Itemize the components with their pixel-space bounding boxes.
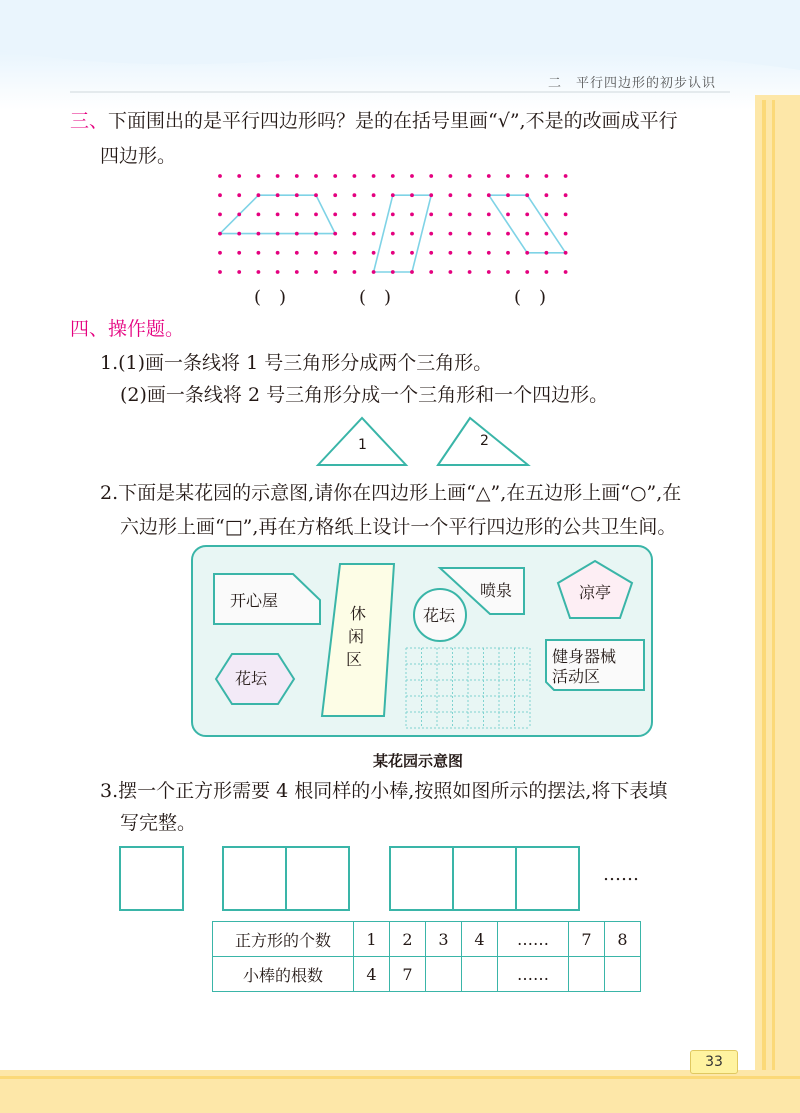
triangle-2-label: 2 bbox=[480, 433, 489, 449]
grid-dot bbox=[333, 213, 337, 217]
grid-dot bbox=[353, 213, 357, 217]
grid-dot bbox=[276, 270, 280, 274]
grid-dot bbox=[545, 232, 549, 236]
grid-dot bbox=[218, 213, 222, 217]
grid-dot bbox=[525, 213, 529, 217]
triangles bbox=[310, 412, 540, 472]
grid-dot bbox=[564, 213, 568, 217]
grid-dot bbox=[257, 270, 261, 274]
q4-title-line bbox=[70, 312, 184, 346]
grid-dot bbox=[429, 174, 433, 178]
grid-dot bbox=[564, 251, 568, 255]
grid-dot bbox=[468, 251, 472, 255]
grid-dot bbox=[372, 232, 376, 236]
table-answer-cell[interactable] bbox=[462, 957, 498, 992]
grid-dot bbox=[333, 193, 337, 197]
q4-2-line2: 六边形上画“□”,再在方格纸上设计一个平行四边形的公共卫生间。 bbox=[120, 516, 677, 538]
grid-dot bbox=[257, 193, 261, 197]
q4-1-line2: (2)画一条线将 2 号三角形分成一个三角形和一个四边形。 bbox=[120, 384, 609, 406]
grid-dot bbox=[410, 232, 414, 236]
grid-dot bbox=[525, 193, 529, 197]
grid-dot bbox=[468, 193, 472, 197]
sequence-ellipsis: …… bbox=[603, 864, 639, 885]
grid-dot bbox=[506, 174, 510, 178]
grid-dot bbox=[372, 270, 376, 274]
table-answer-cell[interactable] bbox=[605, 957, 641, 992]
grid-dot bbox=[391, 213, 395, 217]
answer-bracket-1[interactable]: ( ) bbox=[254, 287, 287, 308]
grid-dot bbox=[429, 270, 433, 274]
grid-dot bbox=[314, 213, 318, 217]
grid-dot bbox=[410, 213, 414, 217]
xiuxianqu-label-1: 休 bbox=[350, 604, 367, 623]
quadrilateral-2 bbox=[374, 195, 432, 272]
stick-square-figure-3 bbox=[390, 847, 579, 910]
grid-dot bbox=[314, 193, 318, 197]
grid-dot bbox=[487, 213, 491, 217]
liangting-label: 凉亭 bbox=[579, 583, 612, 602]
grid-dot bbox=[391, 232, 395, 236]
grid-dot bbox=[449, 174, 453, 178]
grid-dot bbox=[410, 270, 414, 274]
answer-bracket-3[interactable]: ( ) bbox=[514, 287, 547, 308]
grid-dot bbox=[449, 232, 453, 236]
grid-dot bbox=[525, 270, 529, 274]
grid-dot bbox=[295, 251, 299, 255]
grid-dot bbox=[564, 174, 568, 178]
grid-dot bbox=[257, 232, 261, 236]
grid-dot bbox=[410, 174, 414, 178]
grid-dot bbox=[276, 213, 280, 217]
grid-dot bbox=[276, 232, 280, 236]
grid-dot bbox=[295, 270, 299, 274]
q3-marker: 三、 bbox=[70, 110, 109, 132]
grid-dot bbox=[391, 174, 395, 178]
grid-dot bbox=[372, 193, 376, 197]
table-row-header: 小棒的根数 bbox=[213, 957, 354, 992]
grid-dot bbox=[545, 251, 549, 255]
table-answer-cell[interactable] bbox=[426, 957, 462, 992]
jianshen-label-2: 活动区 bbox=[552, 667, 601, 686]
grid-dot bbox=[295, 213, 299, 217]
table-row bbox=[213, 957, 641, 992]
grid-dot bbox=[410, 193, 414, 197]
grid-dot bbox=[218, 270, 222, 274]
grid-dot bbox=[333, 251, 337, 255]
q4-3-line2: 写完整。 bbox=[120, 812, 197, 834]
grid-dot bbox=[449, 193, 453, 197]
grid-dot bbox=[468, 213, 472, 217]
grid-dot bbox=[564, 270, 568, 274]
table-row bbox=[213, 922, 641, 957]
grid-dot bbox=[333, 270, 337, 274]
q4-2-line1: 2.下面是某花园的示意图,请你在四边形上画“△”,在五边形上画“○”,在 bbox=[100, 482, 682, 504]
grid-dot bbox=[333, 174, 337, 178]
garden-diagram bbox=[190, 544, 656, 740]
grid-dot bbox=[391, 251, 395, 255]
q4-3-line1: 3.摆一个正方形需要 4 根同样的小棒,按照如图所示的摆法,将下表填 bbox=[100, 780, 668, 802]
grid-dot bbox=[429, 232, 433, 236]
grid-dot bbox=[487, 251, 491, 255]
grid-dot bbox=[525, 232, 529, 236]
grid-dot bbox=[353, 270, 357, 274]
table-cell: 7 bbox=[390, 957, 426, 992]
grid-dot bbox=[314, 232, 318, 236]
grid-dot bbox=[218, 251, 222, 255]
quadrilateral-3 bbox=[489, 195, 566, 253]
grid-dot bbox=[468, 232, 472, 236]
grid-dot bbox=[314, 270, 318, 274]
grid-dot bbox=[314, 174, 318, 178]
dot-grid bbox=[200, 160, 590, 280]
grid-dot bbox=[429, 251, 433, 255]
grid-dot bbox=[237, 213, 241, 217]
grid-dot bbox=[295, 174, 299, 178]
triangle-1-label: 1 bbox=[358, 437, 367, 453]
table-answer-cell[interactable] bbox=[569, 957, 605, 992]
q3-text: 下面围出的是平行四边形吗？是的在括号里画“√”,不是的改画成平行 bbox=[108, 110, 678, 132]
grid-dot bbox=[487, 232, 491, 236]
table-cell: 7 bbox=[569, 922, 605, 957]
grid-dot bbox=[506, 270, 510, 274]
grid-dot bbox=[295, 232, 299, 236]
stick-squares bbox=[115, 842, 585, 914]
penquan-label: 喷泉 bbox=[480, 581, 513, 600]
grid-dot bbox=[257, 174, 261, 178]
answer-bracket-2[interactable]: ( ) bbox=[359, 287, 392, 308]
grid-dot bbox=[276, 174, 280, 178]
table-cell: 4 bbox=[354, 957, 390, 992]
grid-dot bbox=[506, 213, 510, 217]
stick-table bbox=[212, 921, 641, 992]
grid-dot bbox=[353, 174, 357, 178]
grid-dot bbox=[391, 193, 395, 197]
grid-dot bbox=[314, 251, 318, 255]
grid-dot bbox=[257, 251, 261, 255]
table-cell: 2 bbox=[390, 922, 426, 957]
table-cell: 1 bbox=[354, 922, 390, 957]
grid-dot bbox=[506, 232, 510, 236]
grid-dot bbox=[564, 193, 568, 197]
grid-dot bbox=[506, 193, 510, 197]
grid-dot bbox=[545, 174, 549, 178]
table-cell: 8 bbox=[605, 922, 641, 957]
grid-dot bbox=[545, 270, 549, 274]
grid-dot bbox=[218, 174, 222, 178]
grid-dot bbox=[545, 193, 549, 197]
stick-square-figure-1 bbox=[120, 847, 183, 910]
q3-line1 bbox=[70, 104, 678, 138]
jianshen-label-1: 健身器械 bbox=[552, 647, 617, 666]
page-number: 33 bbox=[690, 1050, 738, 1074]
xiuxianqu-label-2: 闲 bbox=[348, 627, 365, 646]
grid-dot bbox=[353, 232, 357, 236]
grid-dot bbox=[449, 213, 453, 217]
table-cell: …… bbox=[498, 957, 569, 992]
table-cell: …… bbox=[498, 922, 569, 957]
grid-dot bbox=[237, 193, 241, 197]
grid-dot bbox=[487, 193, 491, 197]
grid-dot bbox=[218, 193, 222, 197]
grid-dot bbox=[429, 193, 433, 197]
q4-marker: 四、 bbox=[70, 318, 109, 340]
table-cell: 3 bbox=[426, 922, 462, 957]
stick-square-figure-2 bbox=[223, 847, 349, 910]
grid-dot bbox=[487, 174, 491, 178]
q4-title: 操作题。 bbox=[108, 318, 185, 340]
garden-caption: 某花园示意图 bbox=[373, 752, 464, 770]
table-cell: 4 bbox=[462, 922, 498, 957]
table-row-header: 正方形的个数 bbox=[213, 922, 354, 957]
grid-dot bbox=[449, 270, 453, 274]
grid-dot bbox=[525, 251, 529, 255]
grid-dot bbox=[237, 270, 241, 274]
grid-dot bbox=[237, 232, 241, 236]
grid-dot bbox=[391, 270, 395, 274]
grid-dot bbox=[257, 213, 261, 217]
grid-dot bbox=[353, 193, 357, 197]
grid-dot bbox=[276, 193, 280, 197]
grid-dot bbox=[237, 251, 241, 255]
grid-dot bbox=[218, 232, 222, 236]
grid-dot bbox=[372, 213, 376, 217]
grid-dot bbox=[410, 251, 414, 255]
grid-dot bbox=[468, 270, 472, 274]
grid-dot bbox=[468, 174, 472, 178]
grid-dot bbox=[545, 213, 549, 217]
grid-dot bbox=[449, 251, 453, 255]
grid-dot bbox=[525, 174, 529, 178]
grid-dot bbox=[237, 174, 241, 178]
section-header: 二 平行四边形的初步认识 bbox=[548, 76, 717, 91]
grid-dot bbox=[333, 232, 337, 236]
grid-dot bbox=[276, 251, 280, 255]
grid-dot bbox=[372, 174, 376, 178]
kaixinwu-label: 开心屋 bbox=[230, 591, 279, 610]
grid-dot bbox=[295, 193, 299, 197]
grid-dot bbox=[353, 251, 357, 255]
grid-dot bbox=[564, 232, 568, 236]
grid-dot bbox=[372, 251, 376, 255]
huatan-hex-label: 花坛 bbox=[235, 669, 268, 688]
xiuxianqu-label-3: 区 bbox=[346, 650, 363, 669]
q3-line2: 四边形。 bbox=[100, 145, 177, 167]
grid-dot bbox=[429, 213, 433, 217]
huatan-circle-label: 花坛 bbox=[423, 606, 456, 625]
grid-dot bbox=[506, 251, 510, 255]
grid-dot bbox=[487, 270, 491, 274]
q4-1-line1: 1.(1)画一条线将 1 号三角形分成两个三角形。 bbox=[100, 352, 493, 374]
